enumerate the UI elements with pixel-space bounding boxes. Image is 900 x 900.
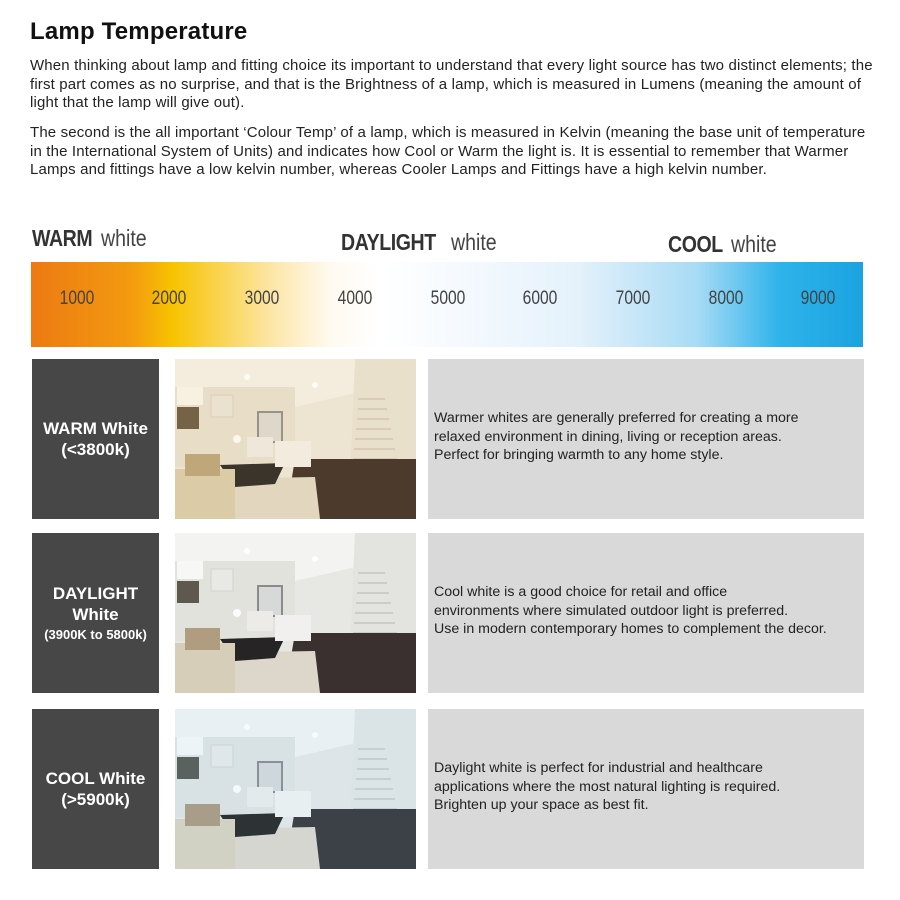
heading-warm-bold: WARM xyxy=(32,225,93,251)
kelvin-tick: 9000 xyxy=(800,288,836,309)
description-line: relaxed environment in dining, living or reception areas. xyxy=(434,428,782,445)
kelvin-tick: 3000 xyxy=(244,288,280,309)
daylight-white-label xyxy=(32,533,159,693)
label-line: COOL White xyxy=(45,769,146,788)
heading-cool-bold: COOL xyxy=(668,231,723,257)
kelvin-tick: 8000 xyxy=(708,288,744,309)
warm-room-photo xyxy=(175,359,416,519)
label-line: (>5900k) xyxy=(61,790,130,809)
cool-white-description-box xyxy=(428,709,864,869)
description-line: Use in modern contemporary homes to complement the decor. xyxy=(434,621,827,637)
kelvin-tick: 4000 xyxy=(337,288,373,309)
kelvin-tick: 2000 xyxy=(151,288,187,309)
warm-white-row xyxy=(32,359,864,519)
kelvin-tick: 6000 xyxy=(522,288,558,309)
cool-white-description xyxy=(434,759,864,815)
label-line: (<3800k) xyxy=(61,440,130,459)
warm-white-description xyxy=(434,409,864,465)
label-line: WARM White xyxy=(43,419,148,438)
room-image xyxy=(175,709,416,869)
kelvin-tick: 5000 xyxy=(430,288,466,309)
kelvin-tick: 1000 xyxy=(59,288,95,309)
description-line: Cool white is a good choice for retail and office xyxy=(434,584,728,600)
daylight-white-row xyxy=(32,533,864,693)
heading-warm-white xyxy=(32,225,155,252)
heading-daylight-thin: white xyxy=(450,229,497,255)
intro-paragraph-2: The second is the all important ‘Colour Temp’ of a lamp, which is measured in Kelvin (meaning the base unit of temperature in the International System of Units) and indicates how Cool or Warm the light is. It is essential to remember that Warmer Lamps and fittings have a low kelvin number, whereas Cooler Lamps and Fittings have a high kelvin number. xyxy=(30,124,866,178)
heading-warm-thin: white xyxy=(101,225,147,251)
warm-white-description-box xyxy=(428,359,864,519)
daylight-room-photo xyxy=(175,533,416,693)
room-image xyxy=(175,533,416,693)
cool-white-row xyxy=(32,709,864,869)
intro-paragraph-1: When thinking about lamp and fitting choice its important to understand that every light source has two distinct elements; the first part comes as no surprise, and that is the Brightness of a lamp, which is measured in Lumens (meaning the amount of light that the lamp will give out). xyxy=(30,57,873,111)
cool-room-photo xyxy=(175,709,416,869)
label-line: (3900K to 5800k) xyxy=(44,626,147,642)
warm-white-label xyxy=(32,359,159,519)
room-image xyxy=(175,359,416,519)
kelvin-tick: 7000 xyxy=(615,288,651,309)
heading-daylight-white xyxy=(341,229,505,256)
kelvin-gradient-bar xyxy=(31,262,863,347)
heading-cool-thin: white xyxy=(730,231,777,257)
page-title: Lamp Temperature xyxy=(30,18,248,45)
description-line: applications where the most natural lighting is required. xyxy=(434,778,781,795)
description-line: Brighten up your space as best fit. xyxy=(434,797,649,813)
heading-daylight-bold: DAYLIGHT xyxy=(341,229,436,255)
daylight-white-description xyxy=(434,583,864,639)
label-line: DAYLIGHT xyxy=(52,583,139,603)
description-line: environments where simulated outdoor light is preferred. xyxy=(434,602,789,619)
heading-cool-white xyxy=(668,231,785,258)
label-line: White xyxy=(72,604,119,624)
description-line: Warmer whites are generally preferred for creating a more xyxy=(434,410,799,426)
description-line: Daylight white is perfect for industrial and healthcare xyxy=(434,760,763,776)
daylight-white-description-box xyxy=(428,533,864,693)
cool-white-label xyxy=(32,709,159,869)
description-line: Perfect for bringing warmth to any home style. xyxy=(434,447,724,463)
